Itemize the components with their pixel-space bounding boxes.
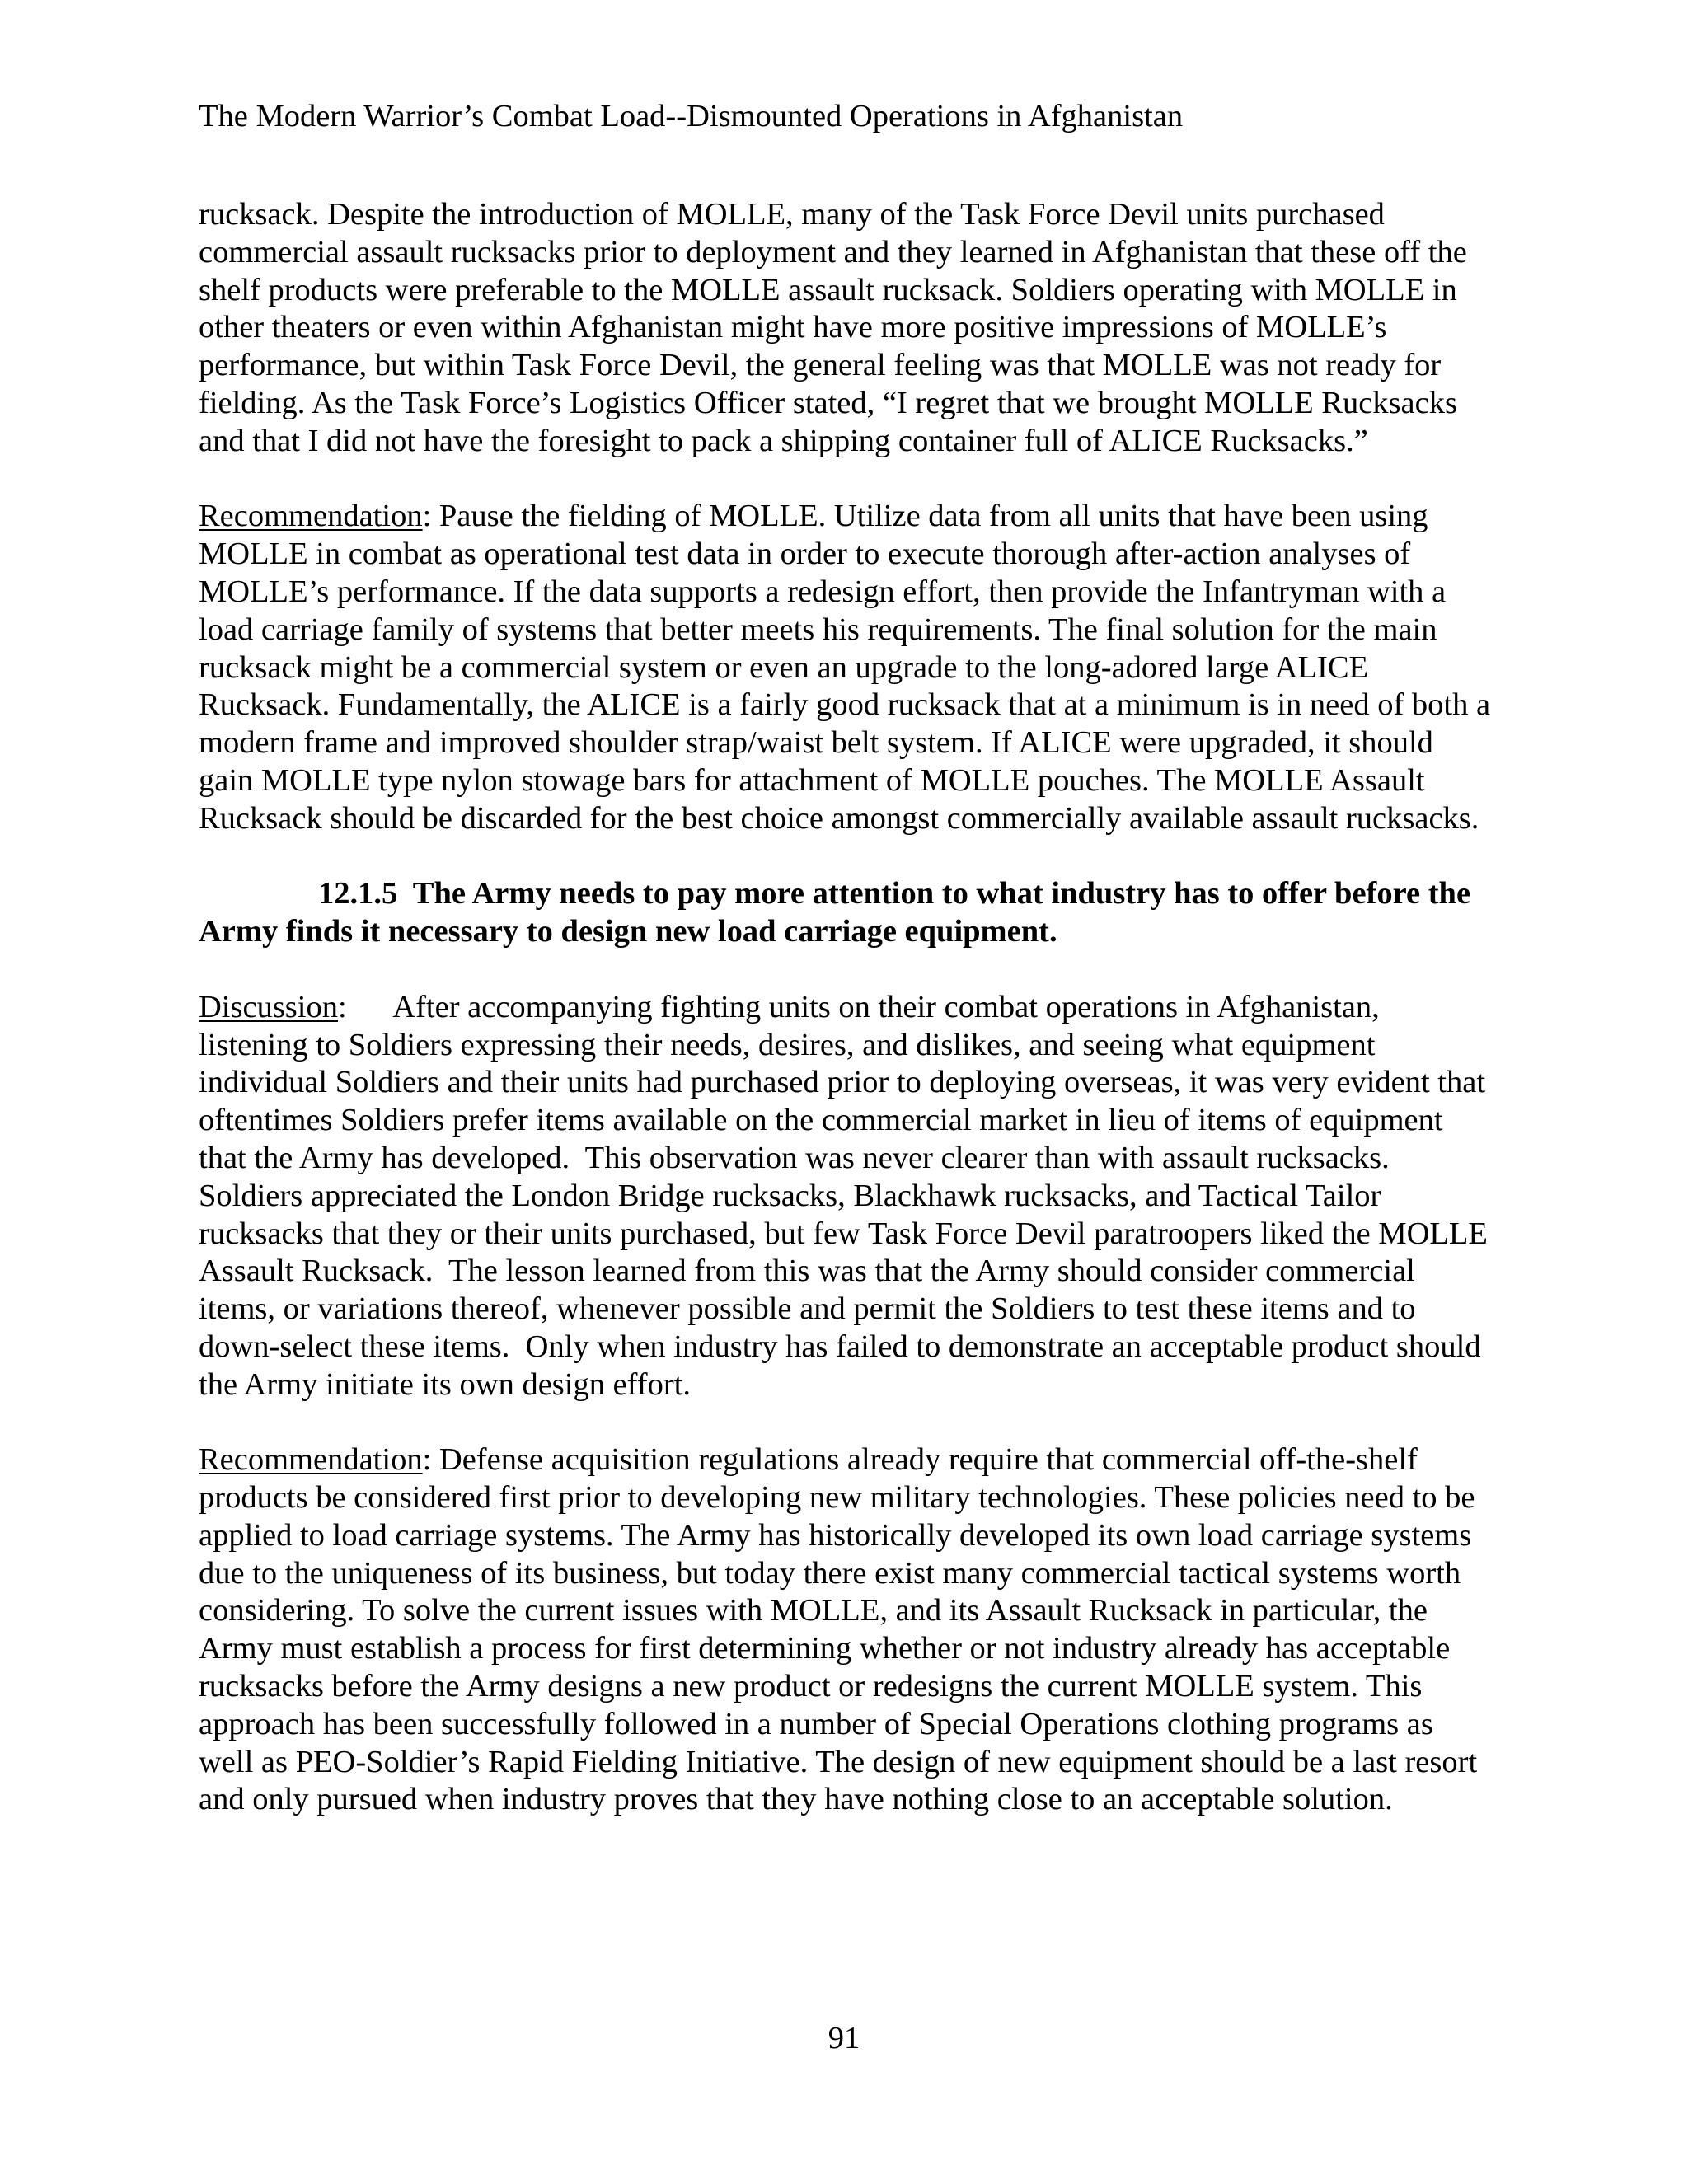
section-number: 12.1.5	[318, 876, 398, 912]
page-number: 91	[828, 2021, 860, 2055]
section-heading-12-1-5	[199, 875, 1493, 951]
discussion-text: : After accompanying fighting units on their combat operations in Afghanistan, listening to Soldiers expressing their needs, desires, and dislikes, and seeing what equipment individual Soldiers and their units had purchased prior to deploying overseas, it was very evident that oftentimes Soldiers prefer items available on the commercial market in lieu of items of equipment that the Army has developed. This observation was never clearer than with assault rucksacks. Soldiers appreciated the London Bridge rucksacks, Blackhawk rucksacks, and Tactical Tailor rucksacks that they or their units purchased, but few Task Force Devil paratroopers liked the MOLLE Assault Rucksack. The lesson learned from this was that the Army should consider commercial items, or variations thereof, whenever possible and permit the Soldiers to test these items and to down-select these items. Only when industry has failed to demonstrate an acceptable product should the Army initiate its own design effort.	[199, 989, 1494, 1402]
recommendation-text: : Pause the fielding of MOLLE. Utilize data from all units that have been using MOLLE in combat as operational test data in order to execute thorough after-action analyses of MOLLE’s performance. If the data supports a redesign effort, then provide the Infantryman with a load carriage family of systems that better meets his requirements. The final solution for the main rucksack might be a commercial system or even an upgrade to the long-adored large ALICE Rucksack. Fundamentally, the ALICE is a fairly good rucksack that at a minimum is in need of both a modern frame and improved shoulder strap/waist belt system. If ALICE were upgraded, it should gain MOLLE type nylon stowage bars for attachment of MOLLE pouches. The MOLLE Assault Rucksack should be discarded for the best choice amongst commercially available assault rucksacks.	[199, 499, 1491, 836]
discussion-label: Discussion	[199, 989, 338, 1024]
recommendation-label: Recommendation	[199, 499, 423, 534]
paragraph-rucksack-continuation: rucksack. Despite the introduction of MOLLE, many of the Task Force Devil units purchased commercial assault rucksacks prior to deployment and they learned in Afghanistan that these off the shelf products were preferable to the MOLLE assault rucksack. Soldiers operating with MOLLE in other theaters or even within Afghanistan might have more positive impressions of MOLLE’s performance, but within Task Force Devil, the general feeling was that MOLLE was not ready for fielding. As the Task Force’s Logistics Officer stated, “I regret that we brought MOLLE Rucksacks and that I did not have the foresight to pack a shipping container full of ALICE Rucksacks.”	[199, 197, 1467, 458]
recommendation-text: : Defense acquisition regulations already require that commercial off-the-shelf products be considered first prior to developing new military technologies. These policies need to be applied to load carriage systems. The Army has historically developed its own load carriage systems due to the uniqueness of its business, but today there exist many commercial tactical systems worth considering. To solve the current issues with MOLLE, and its Assault Rucksack in particular, the Army must establish a process for first determining whether or not industry already has acceptable rucksacks before the Army designs a new product or redesigns the current MOLLE system. This approach has been successfully followed in a number of Special Operations clothing programs as well as PEO-Soldier’s Rapid Fielding Initiative. The design of new equipment should be a last resort and only pursued when industry proves that they have nothing close to an acceptable solution.	[199, 1442, 1478, 1817]
body-text	[199, 196, 1493, 1819]
section-heading-text: The Army needs to pay more attention to what industry has to offer before the Army finds it necessary to design new load carriage equipment.	[199, 876, 1477, 949]
running-header: The Modern Warrior’s Combat Load--Dismounted Operations in Afghanistan	[199, 99, 1184, 134]
paragraph-recommendation-2	[199, 1441, 1493, 1819]
recommendation-label: Recommendation	[199, 1442, 423, 1478]
paragraph-discussion	[199, 989, 1493, 1404]
paragraph-recommendation-1	[199, 498, 1493, 837]
